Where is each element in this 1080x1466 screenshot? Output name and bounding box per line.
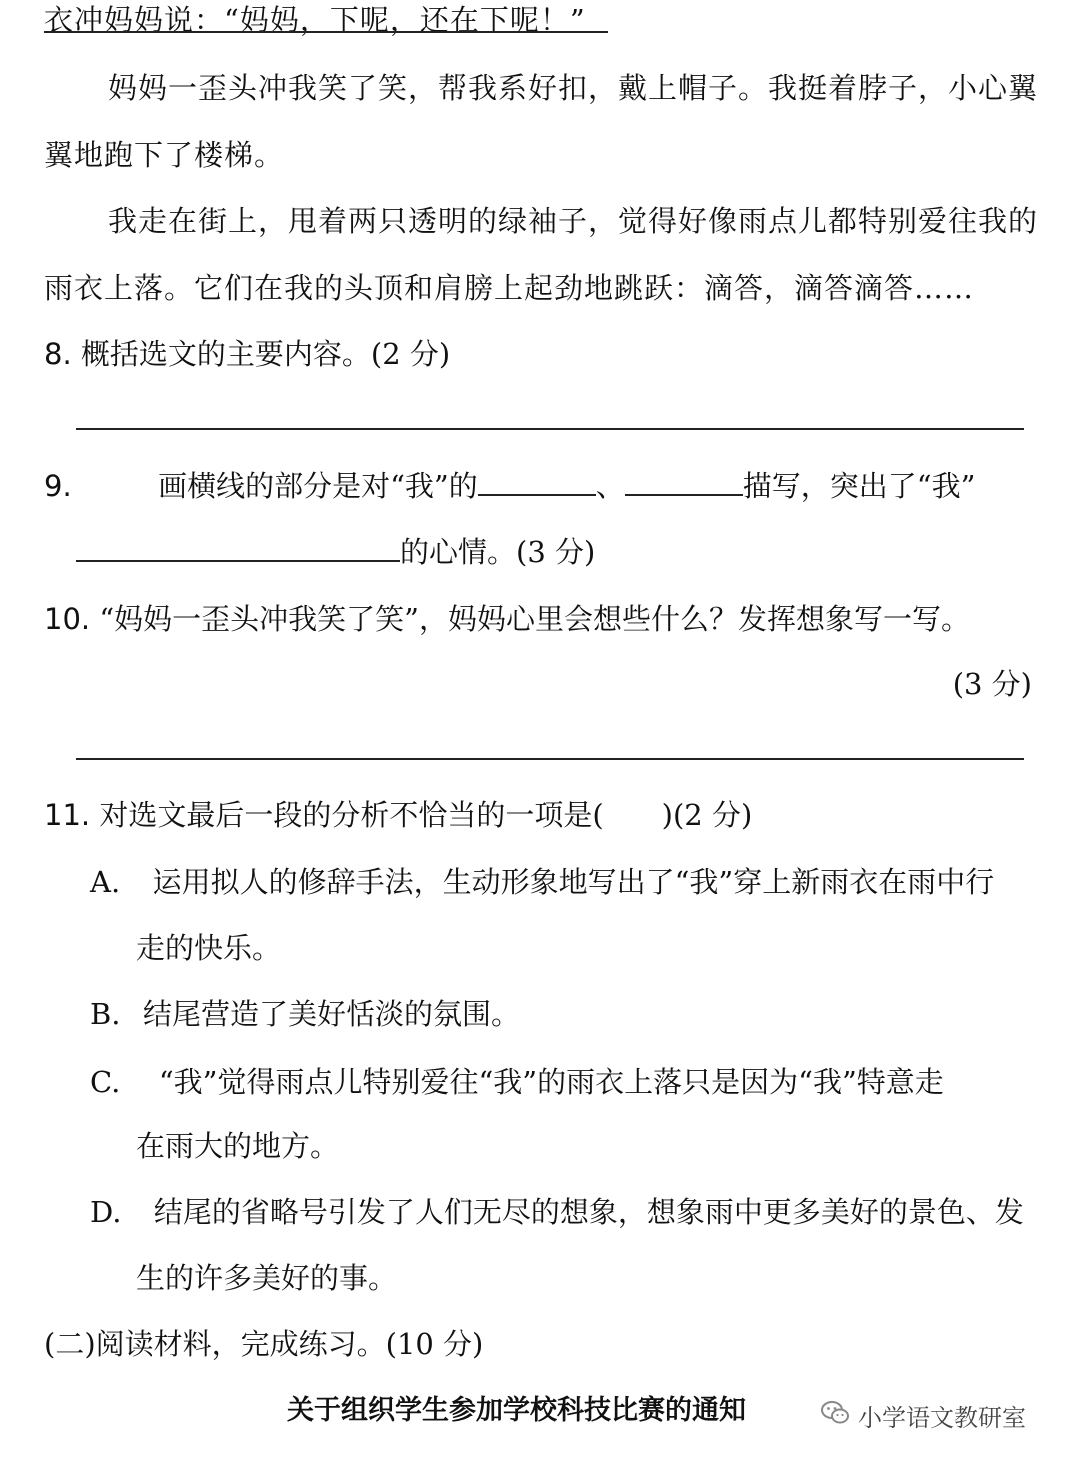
option-text: 结尾营造了美好恬淡的氛围。 bbox=[142, 997, 520, 1031]
option-label: D. bbox=[90, 1195, 122, 1229]
question-text: 描写，突出了“我” bbox=[742, 469, 976, 503]
option-label: A. bbox=[90, 865, 121, 899]
question-number: 11. bbox=[44, 798, 91, 832]
underline bbox=[44, 31, 608, 33]
option-c-cont: 在雨大的地方。 bbox=[136, 1129, 340, 1163]
option-text: “我”觉得雨点儿特别爱往“我”的雨衣上落只是因为“我”特意走 bbox=[158, 1065, 944, 1099]
option-label: C. bbox=[90, 1065, 121, 1099]
answer-blank[interactable] bbox=[478, 493, 596, 496]
notice-title: 关于组织学生参加学校科技比赛的通知 bbox=[287, 1395, 746, 1426]
question-text: 画横线的部分是对“我”的 bbox=[158, 469, 478, 503]
question-10-score: (3 分) bbox=[952, 667, 1032, 701]
question-text: 概括选文的主要内容。(2 分) bbox=[80, 337, 451, 371]
answer-blank[interactable] bbox=[625, 493, 743, 496]
answer-blank[interactable] bbox=[76, 559, 400, 562]
question-number: 9. bbox=[44, 469, 72, 503]
question-11 bbox=[44, 793, 752, 834]
option-d-cont: 生的许多美好的事。 bbox=[136, 1261, 398, 1295]
option-b[interactable] bbox=[90, 992, 520, 1033]
passage-line-underlined bbox=[44, 0, 586, 39]
question-text: 对选文最后一段的分析不恰当的一项是( )(2 分) bbox=[99, 798, 753, 832]
passage-p1-line2: 翼地跑下了楼梯。 bbox=[44, 138, 285, 172]
question-number: 10. bbox=[44, 602, 91, 636]
question-8 bbox=[44, 332, 450, 373]
passage-text: 衣冲妈妈说：“妈妈，下呢，还在下呢！” bbox=[44, 3, 586, 37]
option-a[interactable] bbox=[90, 860, 994, 901]
passage-p2-line2: 雨衣上落。它们在我的头顶和肩膀上起劲地跳跃：滴答，滴答滴答…… bbox=[44, 271, 975, 305]
answer-line[interactable] bbox=[76, 758, 1024, 760]
option-text: 结尾的省略号引发了人们无尽的想象，想象雨中更多美好的景色、发 bbox=[153, 1195, 1024, 1229]
option-c[interactable] bbox=[90, 1060, 944, 1101]
option-d[interactable] bbox=[90, 1190, 1024, 1231]
option-a-cont: 走的快乐。 bbox=[136, 931, 282, 965]
option-label: B. bbox=[90, 997, 121, 1031]
question-9 bbox=[44, 464, 975, 505]
option-text: 运用拟人的修辞手法，生动形象地写出了“我”穿上新雨衣在雨中行 bbox=[152, 865, 995, 899]
question-10 bbox=[44, 597, 970, 638]
passage-p2-line1: 我走在街上，甩着两只透明的绿袖子，觉得好像雨点儿都特别爱往我的 bbox=[108, 204, 1039, 238]
question-text: 的心情。(3 分) bbox=[400, 535, 596, 569]
section-heading: (二)阅读材料，完成练习。(10 分) bbox=[44, 1327, 484, 1361]
answer-line[interactable] bbox=[76, 428, 1024, 430]
question-number: 8. bbox=[44, 337, 72, 371]
watermark bbox=[820, 1398, 1026, 1433]
passage-p1-line1: 妈妈一歪头冲我笑了笑，帮我系好扣，戴上帽子。我挺着脖子，小心翼 bbox=[108, 71, 1039, 105]
separator: 、 bbox=[595, 469, 625, 503]
watermark-text: 小学语文教研室 bbox=[858, 1404, 1026, 1432]
wechat-icon bbox=[820, 1400, 850, 1432]
question-9-cont bbox=[76, 530, 595, 571]
question-text: “妈妈一歪头冲我笑了笑”，妈妈心里会想些什么？发挥想象写一写。 bbox=[99, 602, 970, 636]
